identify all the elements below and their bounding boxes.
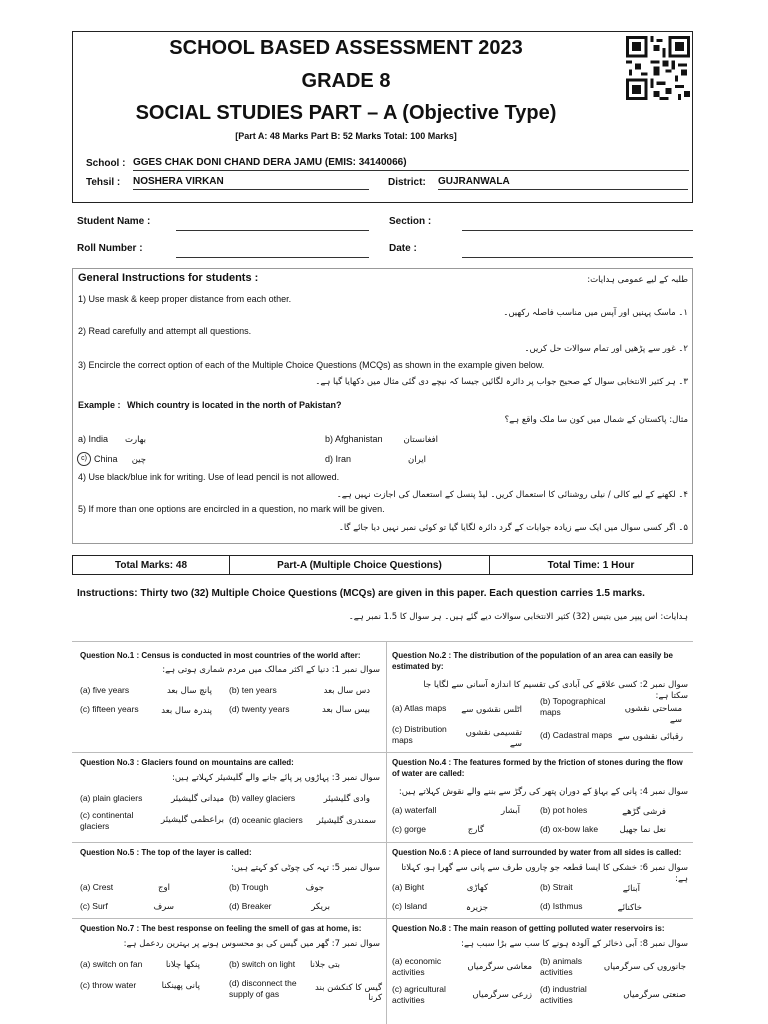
instruction-5: 5) If more than one options are encircled in a question, no mark will be given. (78, 504, 385, 514)
example-option-d-ur: ایران (407, 455, 426, 465)
q5-option-d-ur: بریکر (311, 902, 330, 912)
question-4-ur: سوال نمبر 4: پانی کے بہاؤ کے دوران پتھر کی رگڑ سے بننے والے نقوش کہلاتے ہیں: (398, 787, 688, 797)
instructions-heading: General Instructions for students : (78, 272, 259, 284)
q7-option-d[interactable]: (d) disconnect the supply of gas (229, 978, 297, 999)
section-field[interactable] (462, 230, 693, 231)
q2-option-a[interactable]: (a) Atlas maps (392, 703, 447, 713)
example-question: Which country is located in the north of Pakistan? (127, 400, 342, 410)
part-title: Part-A (Multiple Choice Questions) (230, 556, 490, 574)
q1-option-a-ur: پانچ سال بعد (166, 686, 212, 696)
example-option-c: China (94, 454, 118, 464)
instruction-4-ur: ۴۔ لکھنے کے لیے کالی / نیلی روشنائی کا استعمال کریں۔ لیڈ پنسل کے استعمال کی اجازت نہیں ہے۔ (336, 490, 688, 500)
instruction-3: 3) Encircle the correct option of each of the Multiple Choice Questions (MCQs) as shown in the example given below. (78, 360, 545, 370)
q2-option-b-ur: مساحتی نقشوں سے (624, 704, 682, 725)
q2-option-c-ur: تقسیمی نقشوں سے (465, 728, 522, 749)
instruction-4: 4) Use black/blue ink for writing. Use of lead pencil is not allowed. (78, 472, 340, 482)
q5-option-d[interactable]: (d) Breaker (229, 901, 272, 911)
q4-option-d-ur: نعل نما جھیل (619, 825, 666, 835)
q5-option-b[interactable]: (b) Trough (229, 882, 269, 892)
q8-option-b[interactable]: (b) animals activities (540, 956, 583, 977)
q4-option-d[interactable]: (d) ox-bow lake (540, 824, 599, 834)
subject-title: SOCIAL STUDIES PART – A (Objective Type) (135, 102, 557, 124)
q8-option-c-ur: زرعی سرگرمیاں (472, 990, 532, 1000)
q6-option-c[interactable]: (c) Island (392, 901, 427, 911)
q6-option-d[interactable]: (d) Isthmus (540, 901, 583, 911)
q7-option-a-ur: پنکھا چلانا (165, 960, 200, 970)
q3-option-b-ur: وادی گلیشیئر (323, 794, 370, 804)
question-8-ur: سوال نمبر 8: آبی ذخائر کے آلودہ ہونے کا سب سے بڑا سبب ہے: (461, 939, 688, 949)
q8-option-d-ur: صنعتی سرگرمیاں (623, 990, 686, 1000)
question-2-ur: سوال نمبر 2: کسی علاقے کی آبادی کی تقسیم کا اندازہ آسانی سے لگایا جا سکتا ہے: (423, 680, 688, 701)
q4-option-c-ur: گارج (467, 825, 484, 835)
roll-number-field[interactable] (176, 257, 369, 258)
q7-option-b[interactable]: (b) switch on light (229, 959, 296, 969)
question-1: Question No.1 : Census is conducted in most countries of the world after: (80, 651, 361, 660)
q4-option-a[interactable]: (a) waterfall (392, 805, 437, 815)
q8-option-c[interactable]: (c) agricultural activities (392, 984, 446, 1005)
school-value: GGES CHAK DONI CHAND DERA JAMU (EMIS: 34140066) (133, 157, 689, 171)
q1-option-b[interactable]: (b) ten years (229, 685, 277, 695)
q8-option-a-ur: معاشی سرگرمیاں (467, 962, 532, 972)
q5-option-b-ur: جوف (305, 883, 324, 893)
instructions-heading-ur: طلبہ کے لیے عمومی ہدایات: (587, 275, 688, 285)
question-2: Question No.2 : The distribution of the population of an area can easily be estimated by: (392, 651, 673, 671)
q5-option-c[interactable]: (c) Surf (80, 901, 108, 911)
q6-option-c-ur: جزیرہ (466, 903, 488, 913)
roll-number-label: Roll Number : (77, 243, 143, 254)
question-4: Question No.4 : The features formed by the friction of stones during the flow of water are called: (392, 758, 683, 778)
question-7: Question No.7 : The best response on feeling the smell of gas at home, is: (80, 924, 362, 933)
q6-option-b[interactable]: (b) Strait (540, 882, 573, 892)
q4-option-b[interactable]: (b) pot holes (540, 805, 588, 815)
instruction-1: 1) Use mask & keep proper distance from each other. (78, 294, 292, 304)
question-6: Question No.6 : A piece of land surrounded by water from all sides is called: (392, 848, 682, 857)
question-7-ur: سوال نمبر 7: گھر میں گیس کی بو محسوس ہونے پر بہترین ردعمل ہے: (123, 939, 380, 949)
paper-info-bar (72, 555, 693, 575)
divider (72, 918, 693, 919)
question-3: Question No.3 : Glaciers found on mountains are called: (80, 758, 294, 767)
total-marks: Total Marks: 48 (73, 556, 230, 574)
divider (72, 842, 693, 843)
q1-option-a[interactable]: (a) five years (80, 685, 130, 695)
example-option-d: d) Iran (325, 454, 352, 464)
example-option-b-ur: افغانستان (403, 435, 438, 445)
qr-code-icon (626, 36, 690, 100)
q6-option-d-ur: خاکنائے (617, 903, 642, 913)
q7-option-d-ur: گیس کا کنکشن بند کرنا (315, 983, 382, 1003)
tehsil-value: NOSHERA VIRKAN (133, 176, 369, 190)
exam-title: SCHOOL BASED ASSESSMENT 2023 (169, 37, 523, 59)
question-1-ur: سوال نمبر 1: دنیا کے اکثر ممالک میں مردم شماری ہوتی ہے: (162, 665, 380, 675)
column-divider (386, 641, 387, 1024)
instruction-5-ur: ۵۔ اگر کسی سوال میں ایک سے زیادہ جوابات کے گرد دائرہ لگایا گیا تو کوئی نمبر نہیں دیا جائے گا۔ (338, 523, 688, 533)
q7-option-c-ur: پانی پھینکنا (161, 981, 200, 991)
q8-option-d[interactable]: (d) industrial activities (540, 984, 587, 1005)
q7-option-b-ur: بتی جلانا (310, 960, 340, 970)
q5-option-c-ur: سرف (153, 902, 174, 912)
q3-option-a[interactable]: (a) plain glaciers (80, 793, 143, 803)
question-5-ur: سوال نمبر 5: تہہ کی چوٹی کو کہتے ہیں: (231, 863, 380, 873)
q3-option-b[interactable]: (b) valley glaciers (229, 793, 296, 803)
question-6-ur: سوال نمبر 6: خشکی کا ایسا قطعہ جو چاروں طرف سے پانی سے گھرا ہو، کہلاتا ہے: (401, 863, 688, 884)
q7-option-c[interactable]: (c) throw water (80, 980, 137, 990)
student-name-field[interactable] (176, 230, 369, 231)
section-label: Section : (389, 216, 432, 227)
example-option-c-ur: چین (131, 455, 146, 465)
instruction-3-ur: ۳۔ ہر کثیر الانتخابی سوال کے صحیح جواب پر دائرہ لگائیں جیسا کہ نیچے دی گئی مثال میں دکھایا گیا ہے۔ (315, 377, 688, 387)
tehsil-label: Tehsil : (86, 177, 121, 188)
q5-option-a[interactable]: (a) Crest (80, 882, 114, 892)
q4-option-c[interactable]: (c) gorge (392, 824, 427, 834)
q4-option-a-ur: آبشار (500, 806, 520, 816)
student-name-label: Student Name : (77, 216, 151, 227)
example-option-b: b) Afghanistan (325, 434, 383, 444)
q2-option-a-ur: اٹلس نقشوں سے (461, 705, 522, 715)
example-question-ur: مثال: پاکستان کے شمال میں کون سا ملک واقع ہے؟ (504, 415, 688, 425)
q1-option-d-ur: بیس سال بعد (322, 705, 370, 715)
q8-option-a[interactable]: (a) economic activities (392, 956, 442, 977)
question-8: Question No.8 : The main reason of getting polluted water reservoirs is: (392, 924, 665, 933)
q2-option-b[interactable]: (b) Topographical maps (540, 696, 606, 717)
q3-option-c[interactable]: (c) continental glaciers (80, 810, 134, 831)
q3-option-c-ur: براعظمی گلیشیئر (161, 815, 224, 825)
q1-option-b-ur: دس سال بعد (323, 686, 370, 696)
q6-option-b-ur: آبنائے (622, 884, 640, 894)
marks-line: [Part A: 48 Marks Part B: 52 Marks Total: 100 Marks] (235, 131, 457, 141)
example-option-a: a) India (78, 434, 109, 444)
example-label: Example : (78, 400, 121, 410)
grade-title: GRADE 8 (301, 70, 391, 92)
q3-option-d[interactable]: (d) oceanic glaciers (229, 815, 303, 825)
q2-option-d[interactable]: (d) Cadastral maps (540, 730, 613, 740)
q3-option-d-ur: سمندری گلیشیئر (316, 816, 376, 826)
q1-option-c-ur: پندرہ سال بعد (161, 706, 212, 716)
q3-option-a-ur: میدانی گلیشیئر (171, 794, 224, 804)
instruction-1-ur: ۱۔ ماسک پہنیں اور آپس میں مناسب فاصلہ رکھیں۔ (503, 308, 688, 318)
district-label: District: (388, 177, 426, 188)
q4-option-b-ur: فرشی گڑھے (622, 807, 666, 817)
q2-option-d-ur: رقبائی نقشوں سے (617, 732, 683, 742)
q6-option-a-ur: کھاڑی (466, 883, 488, 893)
divider (72, 752, 693, 753)
date-field[interactable] (462, 257, 693, 258)
school-label: School : (86, 158, 126, 169)
example-option-a-ur: بھارت (125, 435, 146, 445)
q2-option-c[interactable]: (c) Distribution maps (392, 724, 447, 745)
district-value: GUJRANWALA (438, 176, 688, 190)
total-time: Total Time: 1 Hour (547, 559, 635, 571)
q6-option-a[interactable]: (a) Bight (392, 882, 425, 892)
q5-option-a-ur: اوج (158, 883, 170, 893)
q8-option-b-ur: جانوروں کی سرگرمیاں (603, 962, 686, 972)
q1-option-c[interactable]: (c) fifteen years (80, 704, 139, 714)
q1-option-d[interactable]: (d) twenty years (229, 704, 290, 714)
example-option-c-circle: c) (77, 452, 91, 466)
mcq-instructions-ur: ہدایات: اس پیپر میں بتیس (32) کثیر الانتخابی سوالات دیے گئے ہیں۔ ہر سوال کا 1.5 نمبر ہے۔ (348, 612, 688, 622)
instruction-2: 2) Read carefully and attempt all questions. (78, 326, 252, 336)
question-3-ur: سوال نمبر 3: پہاڑوں پر پائے جانے والے گلیشیئر کہلاتے ہیں: (171, 773, 380, 783)
question-5: Question No.5 : The top of the layer is called: (80, 848, 252, 857)
mcq-instructions: Instructions: Thirty two (32) Multiple Choice Questions (MCQs) are given in this paper. Each question carries 1.5 marks. (77, 588, 645, 599)
instruction-2-ur: ۲۔ غور سے پڑھیں اور تمام سوالات حل کریں۔ (524, 344, 688, 354)
divider (72, 641, 693, 642)
q7-option-a[interactable]: (a) switch on fan (80, 959, 143, 969)
date-label: Date : (389, 243, 417, 254)
